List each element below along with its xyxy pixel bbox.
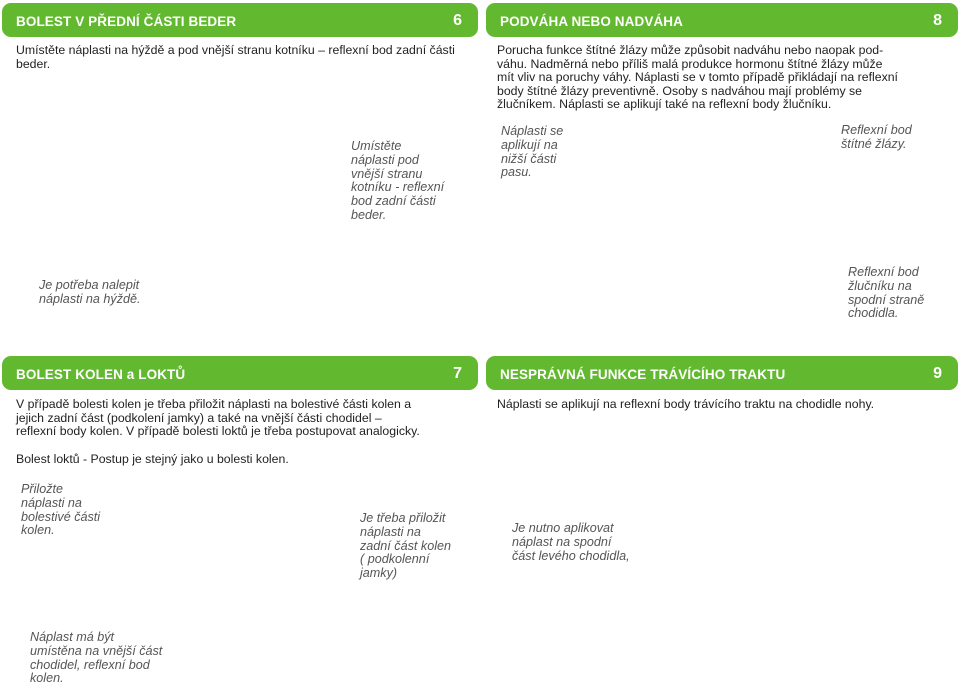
section-title: BOLEST V PŘEDNÍ ČÁSTI BEDER: [16, 14, 237, 29]
caption-buttocks: Je potřeba nalepit náplasti na hýždě.: [39, 278, 141, 306]
section-text: [497, 44, 957, 112]
section-header-7: [2, 356, 478, 390]
section-text: [16, 398, 476, 439]
caption-gallbladder: Reflexní bod žlučníku na spodní straně chodidla.: [848, 265, 925, 321]
text-line: reflexní body kolen. V případě bolesti loktů je třeba postupovat analogicky.: [16, 424, 420, 439]
text-line: mít vliv na poruchy váhy. Náplasti se v tomto případě přikládají na reflexní: [497, 70, 898, 85]
caption-thyroid: Reflexní bod štítné žlázy.: [841, 123, 912, 151]
section-text: Náplasti se aplikují na reflexní body trávícího traktu na chodidle nohy.: [497, 397, 875, 411]
section-title: NESPRÁVNÁ FUNKCE TRÁVÍCÍHO TRAKTU: [500, 367, 786, 382]
text-line: váhu. Nadměrná nebo příliš malá produkce hormonu štítné žlázy může: [497, 56, 883, 71]
section-header-8: [486, 3, 958, 37]
caption-foot-outer: Náplast má být umístěna na vnější část chodidel, reflexní bod kolen.: [30, 630, 163, 686]
section-header-6: [2, 3, 478, 37]
caption-knee-back: Je třeba přiložit náplasti na zadní část kolen ( podkolenní jamky): [360, 511, 452, 581]
section-title: BOLEST KOLEN a LOKTŮ: [16, 367, 186, 382]
caption-left-foot: Je nutno aplikovat náplast na spodní část levého chodidla,: [512, 521, 630, 563]
text-line: jejich zadní část (podkolení jamky) a také na vnější části chodidel –: [16, 410, 382, 425]
caption-ankle: Umístěte náplasti pod vnější stranu kotníku - reflexní bod zadní části beder.: [351, 139, 445, 222]
caption-knee-front: Přiložte náplasti na bolestivé části kolen.: [21, 482, 101, 538]
text-line: body štítné žlázy preventivně. Osoby s nadváhou mají problémy se: [497, 83, 862, 98]
section-text: Umístěte náplasti na hýždě a pod vnější stranu kotníku – reflexní bod zadní části beder.: [16, 43, 455, 71]
section-number: 6: [453, 12, 462, 29]
section-text-2: Bolest loktů - Postup je stejný jako u bolesti kolen.: [16, 452, 289, 466]
section-header-9: [486, 356, 958, 390]
section-number: 9: [933, 365, 942, 382]
section-number: 8: [933, 12, 942, 29]
section-title: PODVÁHA NEBO NADVÁHA: [500, 14, 684, 29]
caption-waist: Náplasti se aplikují na nižší části pasu.: [501, 124, 564, 180]
section-number: 7: [453, 365, 462, 382]
text-line: Porucha funkce štítné žlázy může způsobit nadváhu nebo naopak pod-: [497, 43, 884, 57]
text-line: V případě bolesti kolen je třeba přiložit náplasti na bolestivé části kolen a: [16, 397, 412, 411]
text-line: žlučníkem. Náplasti se aplikují také na reflexní body žlučníku.: [497, 97, 832, 112]
